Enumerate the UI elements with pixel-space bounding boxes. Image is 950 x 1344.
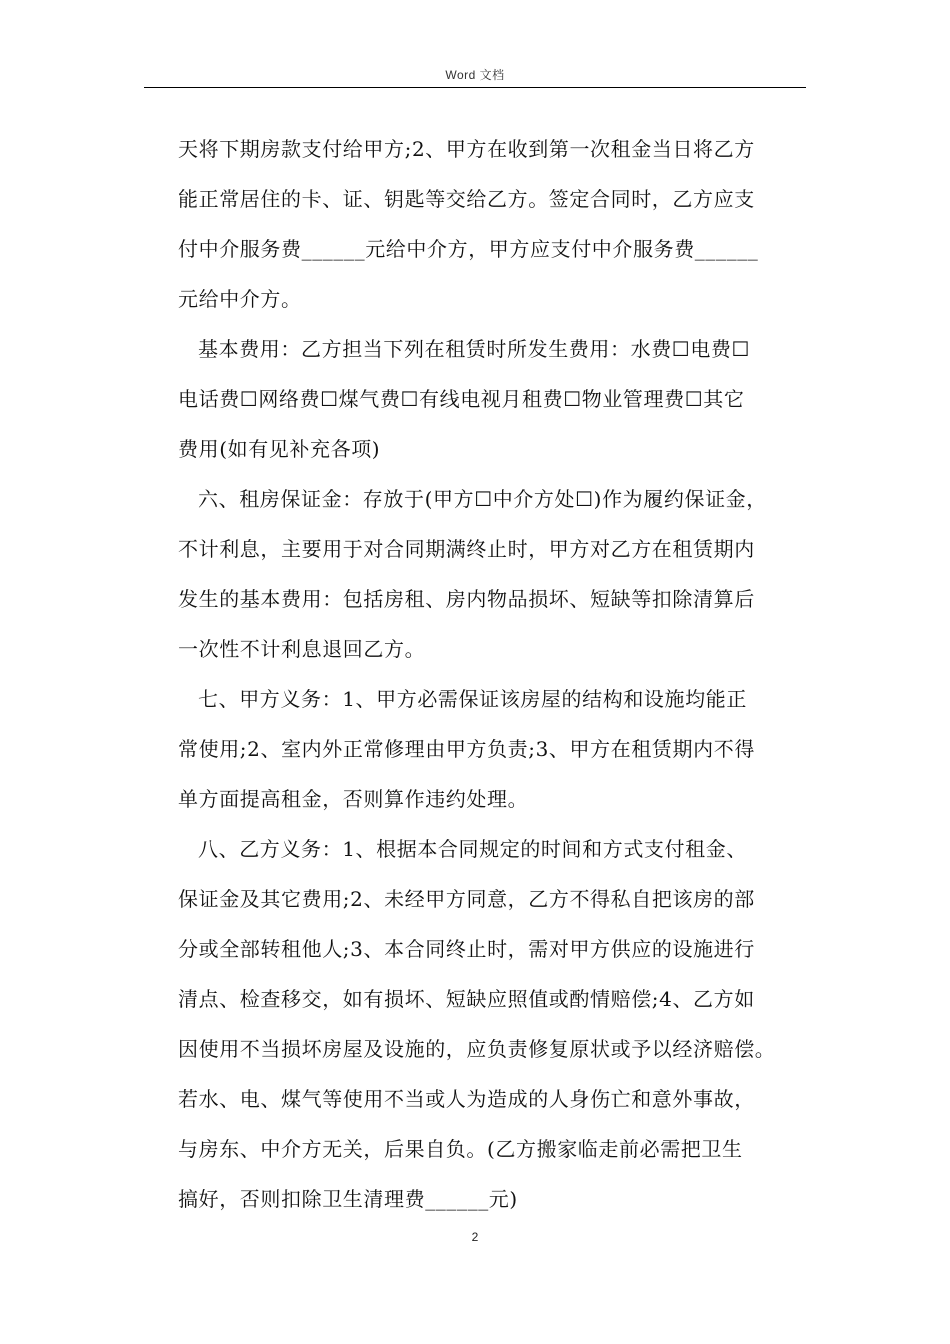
text-line: 分或全部转租他人;3、本合同终止时，需对甲方供应的设施进行	[178, 937, 755, 961]
text-line: 因使用不当损坏房屋及设施的，应负责修复原状或予以经济赔偿。	[178, 1037, 776, 1061]
text-line: 常使用;2、室内外正常修理由甲方负责;3、甲方在租赁期内不得	[178, 737, 755, 761]
text-line: 搞好，否则扣除卫生清理费______元)	[178, 1187, 518, 1211]
text-line: 保证金及其它费用;2、未经甲方同意，乙方不得私自把该房的部	[178, 887, 755, 911]
text-line: 能正常居住的卡、证、钥匙等交给乙方。签定合同时，乙方应支	[178, 187, 755, 211]
paragraph-party-b-duties: 八、乙方义务：1、根据本合同规定的时间和方式支付租金、	[198, 837, 747, 861]
paragraph-deposit: 六、租房保证金：存放于(甲方☐中介方处☐)作为履约保证金，	[198, 487, 767, 511]
text-line: 费用(如有见补充各项)	[178, 437, 381, 461]
text-line: 天将下期房款支付给甲方;2、甲方在收到第一次租金当日将乙方	[178, 137, 755, 161]
text-line: 与房东、中介方无关，后果自负。(乙方搬家临走前必需把卫生	[178, 1137, 743, 1161]
paragraph-basic-fees: 基本费用：乙方担当下列在租赁时所发生费用：水费☐电费☐	[198, 337, 751, 361]
text-line: 发生的基本费用：包括房租、房内物品损坏、短缺等扣除清算后	[178, 587, 755, 611]
document-header: Word 文档	[445, 68, 505, 82]
text-line: 一次性不计利息退回乙方。	[178, 637, 426, 661]
page-number: 2	[471, 1230, 479, 1244]
text-line: 不计利息，主要用于对合同期满终止时，甲方对乙方在租赁期内	[178, 537, 755, 561]
document-body	[178, 131, 818, 1231]
paragraph-party-a-duties: 七、甲方义务：1、甲方必需保证该房屋的结构和设施均能正	[198, 687, 747, 711]
text-line: 清点、检查移交，如有损坏、短缺应照值或酌情赔偿;4、乙方如	[178, 987, 755, 1011]
header-divider	[144, 87, 806, 88]
text-line: 元给中介方。	[178, 287, 302, 311]
text-line: 单方面提高租金，否则算作违约处理。	[178, 787, 529, 811]
text-line: 若水、电、煤气等使用不当或人为造成的人身伤亡和意外事故，	[178, 1087, 755, 1111]
text-line: 付中介服务费______元给中介方，甲方应支付中介服务费______	[178, 237, 759, 261]
text-line: 电话费☐网络费☐煤气费☐有线电视月租费☐物业管理费☐其它	[178, 387, 745, 411]
